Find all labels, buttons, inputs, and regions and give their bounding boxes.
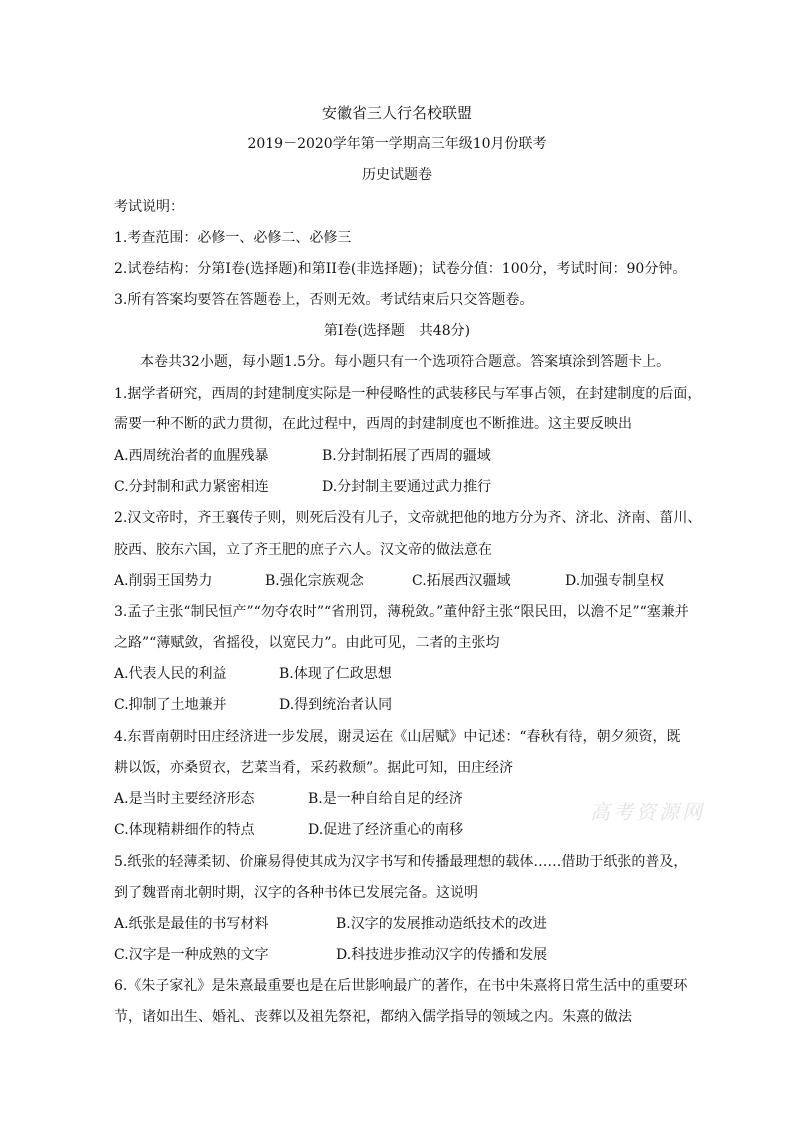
instruction-item: 2.试卷结构：分第I卷(选择题)和第II卷(非选择题)；试卷分值：100分，考试时间：90分钟。 — [114, 261, 687, 277]
question-3-text: 之路”“薄赋敛，省摇役，以宽民力”。由此可见，二者的主张均 — [114, 635, 500, 651]
option-a: A.是当时主要经济形态 — [114, 791, 255, 807]
option-a: A.纸张是最佳的书写材料 — [114, 916, 269, 932]
instruction-item: 1.考查范围：必修一、必修二、必修三 — [114, 230, 352, 246]
option-b: B.体现了仁政思想 — [279, 666, 392, 682]
section-title: 第I卷(选择题 共48分) — [323, 323, 471, 339]
option-d: D.促进了经济重心的南移 — [308, 822, 464, 838]
option-d: D.得到统治者认同 — [279, 697, 393, 713]
question-4-text: 4.东晋南朝时田庄经济进一步发展，谢灵运在《山居赋》中记述：“春秋有待，朝夕须资，既 — [114, 729, 681, 745]
question-2-text: 胶西、胶东六国，立了齐王肥的庶子六人。汉文帝的做法意在 — [114, 542, 492, 558]
option-b: B.汉字的发展推动造纸技术的改进 — [336, 916, 547, 932]
question-2-text: 2.汉文帝时，齐王襄传子则，则死后没有儿子，文帝就把他的地方分为齐、济北、济南、菑川、 — [114, 510, 702, 526]
option-a: A.代表人民的利益 — [114, 666, 227, 682]
question-4-text: 耕以饭，亦桑贸衣，艺菜当肴，采药救颓”。据此可知，田庄经济 — [114, 760, 514, 776]
option-a: A.西周统治者的血腥残暴 — [114, 448, 269, 464]
option-a: A.削弱王国势力 — [114, 573, 213, 589]
header-exam-title: 2019－2020学年第一学期高三年级10月份联考 — [247, 136, 547, 152]
instructions-title: 考试说明： — [114, 199, 184, 215]
option-c: C.拓展西汉疆域 — [412, 573, 511, 589]
question-1-text: 需要一种不断的武力贯彻，在此过程中，西周的封建制度也不断推进。这主要反映出 — [114, 416, 632, 432]
section-note: 本卷共32小题，每小题1.5分。每小题只有一个选项符合题意。答案填涂到答题卡上。 — [140, 354, 671, 370]
option-c: C.汉字是一种成熟的文字 — [114, 947, 269, 963]
question-3-text: 3.孟子主张“制民恒产”“勿夺农时”“省刑罚，薄税敛。”董仲舒主张“限民田，以澹不足”“塞兼并 — [114, 604, 689, 620]
question-6-text: 节，诸如出生、婚礼、丧葬以及祖先祭祀，都纳入儒学指导的领域之内。朱熹的做法 — [114, 1009, 632, 1025]
instruction-item: 3.所有答案均要答在答题卷上，否则无效。考试结束后只交答题卷。 — [114, 292, 534, 308]
header-org: 安徽省三人行名校联盟 — [321, 104, 472, 122]
watermark: 高考资源网 — [590, 800, 705, 824]
option-d: D.科技进步推动汉字的传播和发展 — [336, 947, 548, 963]
option-c: C.体现精耕细作的特点 — [114, 822, 255, 838]
option-d: D.加强专制皇权 — [565, 573, 665, 589]
question-5-text: 到了魏晋南北朝时期，汉字的各种书体已发展完备。这说明 — [114, 885, 478, 901]
option-d: D.分封制主要通过武力推行 — [322, 479, 492, 495]
option-c: C.抑制了土地兼并 — [114, 697, 227, 713]
question-1-text: 1.据学者研究，西周的封建制度实际是一种侵略性的武装移民与军事占领，在封建制度的后面， — [114, 386, 702, 402]
question-5-text: 5.纸张的轻薄柔韧、价廉易得使其成为汉字书写和传播最理想的载体……借助于纸张的普及， — [114, 854, 688, 870]
option-b: B.是一种自给自足的经济 — [308, 791, 463, 807]
option-c: C.分封制和武力紧密相连 — [114, 479, 269, 495]
header-subject: 历史试题卷 — [362, 167, 432, 183]
option-b: B.强化宗族观念 — [265, 573, 364, 589]
question-6-text: 6.《朱子家礼》是朱熹最重要也是在后世影响最广的著作，在书中朱熹将日常生活中的重要环 — [114, 978, 688, 994]
option-b: B.分封制拓展了西周的疆域 — [322, 448, 491, 464]
